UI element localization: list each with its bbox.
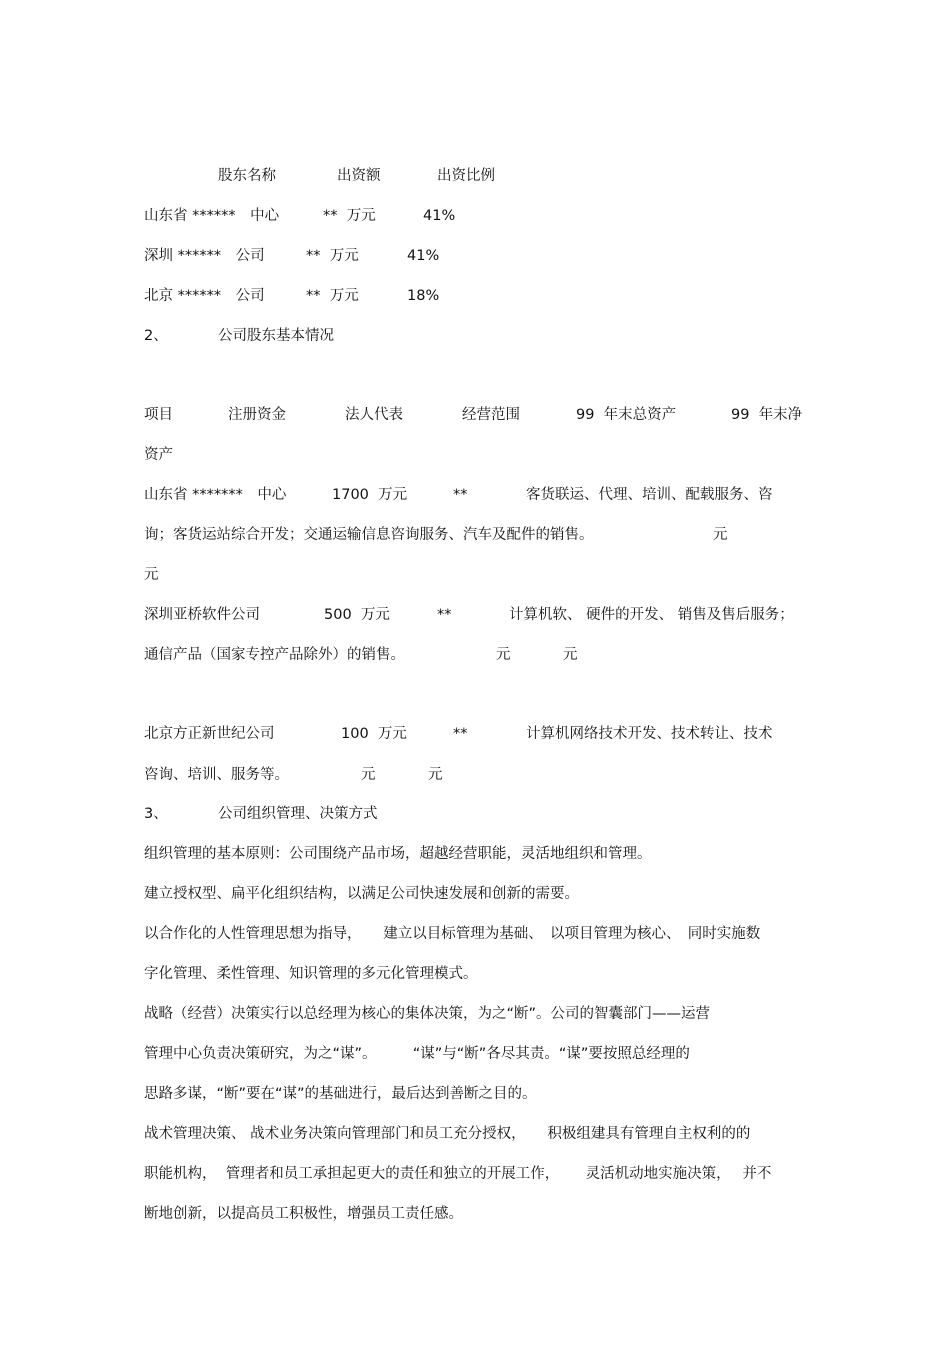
body-line: 管理中心负责决策研究，为之“谋”。 “谋”与“断”各尽其责。“谋”要按照总经理的 [144,1046,690,1062]
body-line: 断地创新，以提高员工积极性，增强员工责任感。 [144,1206,463,1222]
company-legal-rep: ** [453,487,468,503]
company-total-assets: 元 [361,767,376,783]
company-scope: 客货联运、代理、培训、配载服务、咨 [526,487,773,503]
company-net-assets: 元 [563,647,578,663]
company-name: 山东省 ******* 中心 [144,487,287,503]
company-capital: 500 万元 [324,607,390,623]
company-capital: 100 万元 [341,726,407,742]
body-line: 战术管理决策、 战术业务决策向管理部门和员工充分授权， 积极组建具有管理自主权利的的 [144,1126,751,1142]
shareholder-amount: ** 万元 [306,288,359,304]
company-name: 深圳亚桥软件公司 [144,607,260,623]
header-net-assets-wrap: 资产 [144,447,173,463]
body-line: 战略（经营）决策实行以总经理为核心的集体决策，为之“断”。公司的智囊部门——运营 [144,1006,711,1022]
company-scope-cont: 通信产品（国家专控产品除外）的销售。 [144,647,405,663]
header-item: 项目 [144,407,173,423]
shareholder-amount: ** 万元 [306,248,359,264]
section-number: 2、 [144,328,168,344]
header-capital-ratio: 出资比例 [437,168,495,184]
shareholder-amount: ** 万元 [323,208,376,224]
shareholder-ratio: 18% [407,288,440,304]
shareholder-ratio: 41% [407,248,440,264]
header-capital-amount: 出资额 [337,168,381,184]
company-capital: 1700 万元 [332,487,408,503]
company-net-assets: 元 [428,767,443,783]
company-total-assets: 元 [496,647,511,663]
section-title: 公司组织管理、决策方式 [218,806,378,822]
company-name: 北京方正新世纪公司 [144,726,275,742]
header-business-scope: 经营范围 [462,407,520,423]
body-line: 思路多谋，“断”要在“谋”的基础进行，最后达到善断之目的。 [144,1086,537,1102]
shareholder-ratio: 41% [423,208,456,224]
company-legal-rep: ** [437,607,452,623]
section-number: 3、 [144,806,168,822]
company-scope: 计算机软、 硬件的开发、 销售及售后服务； [509,607,794,623]
company-scope: 计算机网络技术开发、技术转让、技术 [526,726,773,742]
company-scope-cont: 咨询、培训、服务等。 [144,767,289,783]
body-line: 建立授权型、扁平化组织结构，以满足公司快速发展和创新的需要。 [144,886,579,902]
header-registered-capital: 注册资金 [228,407,286,423]
section-title: 公司股东基本情况 [218,328,334,344]
header-total-assets: 99 年末总资产 [576,407,677,423]
body-line: 字化管理、柔性管理、知识管理的多元化管理模式。 [144,966,478,982]
company-legal-rep: ** [453,726,468,742]
shareholder-name: 北京 ****** 公司 [144,288,265,304]
company-net-assets: 元 [144,567,159,583]
shareholder-name: 深圳 ****** 公司 [144,248,265,264]
header-legal-rep: 法人代表 [345,407,403,423]
body-line: 以合作化的人性管理思想为指导， 建立以目标管理为基础、 以项目管理为核心、 同时实施数 [144,926,761,942]
header-net-assets: 99 年末净 [731,407,803,423]
body-line: 职能机构， 管理者和员工承担起更大的责任和独立的开展工作， 灵活机动地实施决策， 并不 [144,1166,772,1182]
body-line: 组织管理的基本原则：公司围绕产品市场，超越经营职能，灵活地组织和管理。 [144,846,652,862]
shareholder-name: 山东省 ****** 中心 [144,208,280,224]
header-shareholder-name: 股东名称 [218,168,276,184]
company-total-assets: 元 [713,527,728,543]
company-scope-cont: 询；客货运站综合开发；交通运输信息咨询服务、汽车及配件的销售。 [144,527,594,543]
